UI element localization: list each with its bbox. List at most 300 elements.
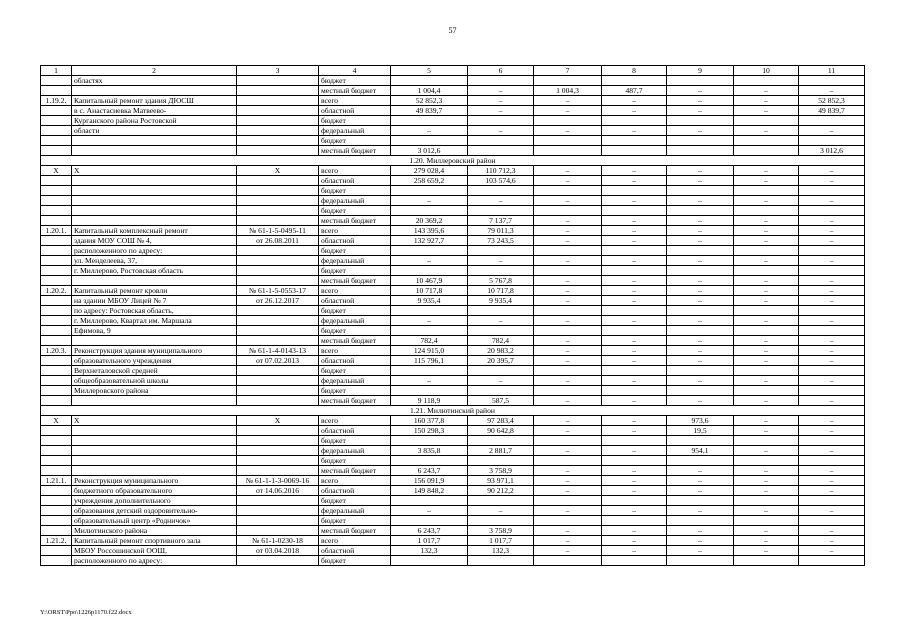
table-cell-col-1 [41, 116, 72, 126]
table-cell-col-10: – [734, 546, 799, 556]
table-cell-col-2: ул. Менделеева, 37, [72, 256, 237, 266]
table-cell-col-1: Х [41, 166, 72, 176]
table-cell-col-8: – [602, 546, 667, 556]
table-cell-col-10: – [734, 196, 799, 206]
table-cell-col-9: – [667, 126, 734, 136]
table-row [41, 496, 865, 506]
table-cell-col-2: МБОУ Россошинской ООШ, [72, 546, 237, 556]
table-cell-col-4: областной [319, 486, 391, 496]
table-cell-col-2: Капитальный ремонт здания ДЮСШ [72, 96, 237, 106]
table-cell-col-8: – [602, 176, 667, 186]
table-cell-col-10: – [734, 426, 799, 436]
table-body [41, 76, 865, 566]
table-cell-col-9 [667, 136, 734, 146]
table-cell-col-4: областной [319, 296, 391, 306]
table-cell-col-11 [799, 496, 865, 506]
table-cell-col-6: 73 243,5 [468, 236, 534, 246]
table-cell-col-6: 7 137,7 [468, 216, 534, 226]
table-cell-col-9 [667, 246, 734, 256]
table-cell-col-3 [237, 426, 319, 436]
table-cell-col-5: 124 915,0 [391, 346, 468, 356]
table-cell-col-2: образовательный центр «Родничок» [72, 516, 237, 526]
table-row [41, 316, 865, 326]
table-cell-col-3 [237, 366, 319, 376]
table-cell-col-2 [72, 446, 237, 456]
table-cell-col-6: 20 983,2 [468, 346, 534, 356]
table-cell-col-9 [667, 76, 734, 86]
table-cell-col-11 [799, 266, 865, 276]
table-row [41, 506, 865, 516]
table-cell-col-1 [41, 396, 72, 406]
table-cell-col-4: федеральный [319, 506, 391, 516]
table-row [41, 286, 865, 296]
table-cell-col-8: – [602, 336, 667, 346]
table-cell-col-10: – [734, 126, 799, 136]
table-cell-col-1 [41, 546, 72, 556]
table-cell-col-4: областной [319, 176, 391, 186]
table-cell-col-7: – [534, 526, 602, 536]
column-header-6: 6 [468, 66, 534, 76]
table-cell-col-11: – [799, 356, 865, 366]
table-cell-col-8: – [602, 506, 667, 516]
table-cell-col-9: – [667, 376, 734, 386]
table-cell-col-2 [72, 136, 237, 146]
table-cell-col-9: – [667, 526, 734, 536]
table-cell-col-7: – [534, 506, 602, 516]
table-cell-col-4: областной [319, 546, 391, 556]
table-cell-col-4: бюджет [319, 366, 391, 376]
table-cell-col-5 [391, 186, 468, 196]
table-cell-col-6 [468, 496, 534, 506]
table-cell-col-8 [602, 326, 667, 336]
table-cell-col-11 [799, 556, 865, 566]
table-cell-col-1 [41, 146, 72, 156]
table-cell-col-1 [41, 136, 72, 146]
table-cell-col-11 [799, 326, 865, 336]
table-cell-col-10: – [734, 476, 799, 486]
table-row [41, 86, 865, 96]
table-cell-col-2 [72, 466, 237, 476]
table-cell-col-9 [667, 306, 734, 316]
table-cell-col-2: г. Миллерово, Квартал им. Маршала [72, 316, 237, 326]
table-cell-col-2 [72, 396, 237, 406]
table-cell-col-7: – [534, 276, 602, 286]
table-cell-col-11: – [799, 486, 865, 496]
table-cell-col-3 [237, 526, 319, 536]
table-cell-col-4: местный бюджет [319, 146, 391, 156]
table-cell-col-4: бюджет [319, 246, 391, 256]
table-cell-col-2: Ефимова, 9 [72, 326, 237, 336]
table-cell-col-4: федеральный [319, 376, 391, 386]
table-cell-col-2: образования детский оздоровительно- [72, 506, 237, 516]
table-cell-col-7 [534, 246, 602, 256]
table-cell-col-9: 19,5 [667, 426, 734, 436]
table-row [41, 276, 865, 286]
table-cell-col-10 [734, 436, 799, 446]
table-row [41, 376, 865, 386]
table-cell-col-4: местный бюджет [319, 396, 391, 406]
table-cell-col-6: – [468, 196, 534, 206]
table-cell-col-6: 97 283,4 [468, 416, 534, 426]
table-cell-col-3 [237, 216, 319, 226]
table-cell-col-7: – [534, 216, 602, 226]
table-cell-col-5: 20 369,2 [391, 216, 468, 226]
table-cell-col-7: – [534, 416, 602, 426]
table-row [41, 446, 865, 456]
table-cell-col-11: – [799, 316, 865, 326]
table-cell-col-10 [734, 386, 799, 396]
table-cell-col-7 [534, 146, 602, 156]
table-cell-col-7: – [534, 426, 602, 436]
table-cell-col-7 [534, 186, 602, 196]
table-row [41, 326, 865, 336]
table-cell-col-11: – [799, 416, 865, 426]
table-cell-col-8 [602, 386, 667, 396]
table-cell-col-9: – [667, 506, 734, 516]
table-cell-col-6: – [468, 316, 534, 326]
table-cell-col-5: 160 377,8 [391, 416, 468, 426]
table-cell-col-11: – [799, 506, 865, 516]
table-cell-col-11: – [799, 176, 865, 186]
table-cell-col-3 [237, 456, 319, 466]
table-cell-col-4: бюджет [319, 556, 391, 566]
table-row [41, 216, 865, 226]
table-cell-col-8 [602, 186, 667, 196]
table-cell-col-7: – [534, 396, 602, 406]
table-cell-col-1 [41, 76, 72, 86]
column-header-10: 10 [734, 66, 799, 76]
table-cell-col-8 [602, 556, 667, 566]
table-cell-col-10 [734, 76, 799, 86]
table-cell-col-3 [237, 246, 319, 256]
table-cell-col-6: 3 758,9 [468, 526, 534, 536]
table-cell-col-3 [237, 86, 319, 96]
table-row [41, 456, 865, 466]
table-cell-col-10: – [734, 216, 799, 226]
table-cell-col-4: федеральный [319, 256, 391, 266]
table-cell-col-8: 487,7 [602, 86, 667, 96]
table-cell-col-11: – [799, 256, 865, 266]
table-cell-col-2: областях [72, 76, 237, 86]
table-row [41, 386, 865, 396]
table-cell-col-9: – [667, 546, 734, 556]
table-cell-col-8 [602, 436, 667, 446]
table-cell-col-6 [468, 266, 534, 276]
table-cell-col-10 [734, 366, 799, 376]
table-cell-col-8 [602, 306, 667, 316]
table-cell-col-9: – [667, 486, 734, 496]
table-cell-col-6: – [468, 126, 534, 136]
column-header-9: 9 [667, 66, 734, 76]
table-cell-col-4: местный бюджет [319, 526, 391, 536]
table-cell-col-8: – [602, 256, 667, 266]
budget-table [40, 65, 865, 566]
table-cell-col-2 [72, 196, 237, 206]
section-title: 1.21. Милютинский район [41, 406, 865, 416]
table-cell-col-11: – [799, 336, 865, 346]
table-cell-col-7: – [534, 376, 602, 386]
table-cell-col-8: – [602, 486, 667, 496]
table-cell-col-9: – [667, 466, 734, 476]
table-cell-col-2: Верхнеталовской средней [72, 366, 237, 376]
table-cell-col-5: 149 848,2 [391, 486, 468, 496]
table-cell-col-11 [799, 186, 865, 196]
table-cell-col-6: 782,4 [468, 336, 534, 346]
table-cell-col-10: – [734, 446, 799, 456]
table-cell-col-8: – [602, 376, 667, 386]
table-cell-col-10 [734, 456, 799, 466]
table-cell-col-11 [799, 306, 865, 316]
table-cell-col-7 [534, 496, 602, 506]
table-cell-col-9 [667, 186, 734, 196]
table-cell-col-8 [602, 366, 667, 376]
table-cell-col-7: – [534, 226, 602, 236]
table-cell-col-6 [468, 386, 534, 396]
table-cell-col-8: – [602, 476, 667, 486]
table-cell-col-11: – [799, 396, 865, 406]
table-cell-col-11 [799, 456, 865, 466]
table-cell-col-7 [534, 306, 602, 316]
table-cell-col-5: 3 835,8 [391, 446, 468, 456]
table-cell-col-11: – [799, 476, 865, 486]
table-cell-col-10: – [734, 376, 799, 386]
table-cell-col-10 [734, 206, 799, 216]
table-cell-col-6: 79 011,3 [468, 226, 534, 236]
table-cell-col-3 [237, 506, 319, 516]
table-cell-col-2 [72, 176, 237, 186]
table-cell-col-4: местный бюджет [319, 466, 391, 476]
table-cell-col-9: – [667, 216, 734, 226]
table-cell-col-3: от 07.02.2013 [237, 356, 319, 366]
table-cell-col-11: – [799, 536, 865, 546]
table-cell-col-4: бюджет [319, 206, 391, 216]
table-cell-col-9: – [667, 316, 734, 326]
table-cell-col-9: – [667, 476, 734, 486]
table-cell-col-11: 49 839,7 [799, 106, 865, 116]
table-cell-col-3 [237, 106, 319, 116]
table-cell-col-3: № 61-1-1-3-0069-16 [237, 476, 319, 486]
table-cell-col-1 [41, 426, 72, 436]
table-cell-col-11 [799, 76, 865, 86]
table-cell-col-4: бюджет [319, 326, 391, 336]
table-cell-col-8: – [602, 356, 667, 366]
table-cell-col-2: г. Миллерово, Ростовская область [72, 266, 237, 276]
table-cell-col-5: 1 004,4 [391, 86, 468, 96]
table-cell-col-2: по адресу: Ростовская область, [72, 306, 237, 316]
table-cell-col-9: – [667, 336, 734, 346]
table-cell-col-3 [237, 196, 319, 206]
table-cell-col-7: – [534, 466, 602, 476]
table-row [41, 206, 865, 216]
table-cell-col-8: – [602, 446, 667, 456]
table-cell-col-6 [468, 136, 534, 146]
table-cell-col-4: областной [319, 356, 391, 366]
table-cell-col-1: 1.20.2. [41, 286, 72, 296]
table-cell-col-9: – [667, 356, 734, 366]
table-row [41, 196, 865, 206]
table-cell-col-9: – [667, 166, 734, 176]
table-cell-col-10: – [734, 416, 799, 426]
table-cell-col-5 [391, 456, 468, 466]
table-row [41, 336, 865, 346]
table-cell-col-7: 1 004,3 [534, 86, 602, 96]
table-cell-col-6 [468, 206, 534, 216]
table-cell-col-8 [602, 266, 667, 276]
table-cell-col-7 [534, 386, 602, 396]
table-cell-col-1 [41, 206, 72, 216]
table-cell-col-9 [667, 556, 734, 566]
table-cell-col-5: 279 028,4 [391, 166, 468, 176]
table-cell-col-6: – [468, 376, 534, 386]
table-row [41, 106, 865, 116]
table-cell-col-10: – [734, 86, 799, 96]
table-cell-col-4: всего [319, 416, 391, 426]
table-cell-col-3 [237, 396, 319, 406]
table-cell-col-7 [534, 206, 602, 216]
table-cell-col-5 [391, 246, 468, 256]
table-cell-col-1: 1.21.1. [41, 476, 72, 486]
table-cell-col-7: – [534, 316, 602, 326]
table-cell-col-3 [237, 376, 319, 386]
table-cell-col-6 [468, 76, 534, 86]
table-row [41, 416, 865, 426]
table-row [41, 556, 865, 566]
column-header-1: 1 [41, 66, 72, 76]
table-cell-col-6: 2 881,7 [468, 446, 534, 456]
table-cell-col-4: областной [319, 236, 391, 246]
section-header-row [41, 156, 865, 166]
table-cell-col-2 [72, 276, 237, 286]
table-cell-col-1: Х [41, 416, 72, 426]
table-cell-col-7 [534, 116, 602, 126]
table-cell-col-3 [237, 306, 319, 316]
table-cell-col-6 [468, 456, 534, 466]
table-cell-col-10: – [734, 526, 799, 536]
table-cell-col-8: – [602, 276, 667, 286]
table-cell-col-9: – [667, 196, 734, 206]
table-cell-col-8 [602, 136, 667, 146]
table-cell-col-3 [237, 466, 319, 476]
table-cell-col-7: – [534, 256, 602, 266]
table-cell-col-11 [799, 436, 865, 446]
table-row [41, 366, 865, 376]
table-cell-col-11: – [799, 276, 865, 286]
table-cell-col-7: – [534, 346, 602, 356]
table-cell-col-1 [41, 176, 72, 186]
table-cell-col-10: – [734, 356, 799, 366]
table-cell-col-7 [534, 76, 602, 86]
table-cell-col-11: – [799, 286, 865, 296]
table-cell-col-4: местный бюджет [319, 336, 391, 346]
table-cell-col-5 [391, 306, 468, 316]
table-cell-col-5: 150 298,3 [391, 426, 468, 436]
table-cell-col-2: расположенного по адресу: [72, 246, 237, 256]
table-cell-col-1 [41, 436, 72, 446]
table-cell-col-1 [41, 496, 72, 506]
table-cell-col-7: – [534, 336, 602, 346]
table-cell-col-4: местный бюджет [319, 86, 391, 96]
table-cell-col-5 [391, 266, 468, 276]
table-cell-col-10: – [734, 466, 799, 476]
table-cell-col-5: – [391, 256, 468, 266]
table-row [41, 486, 865, 496]
table-cell-col-2: общеобразовательной школы [72, 376, 237, 386]
table-cell-col-5 [391, 206, 468, 216]
table-cell-col-6: – [468, 256, 534, 266]
table-cell-col-6: 90 642,8 [468, 426, 534, 436]
table-cell-col-9 [667, 266, 734, 276]
table-cell-col-6 [468, 306, 534, 316]
table-cell-col-10: – [734, 536, 799, 546]
table-cell-col-2: Милютинского района [72, 526, 237, 536]
table-cell-col-3: № 61-1-5-0495-11 [237, 226, 319, 236]
table-cell-col-8: – [602, 296, 667, 306]
table-cell-col-5: 6 243,7 [391, 466, 468, 476]
table-cell-col-8: – [602, 536, 667, 546]
table-cell-col-6: 9 935,4 [468, 296, 534, 306]
column-header-4: 4 [319, 66, 391, 76]
table-cell-col-8: – [602, 396, 667, 406]
table-cell-col-9 [667, 436, 734, 446]
table-cell-col-11: 3 012,6 [799, 146, 865, 156]
table-cell-col-3 [237, 446, 319, 456]
table-cell-col-2: расположенного по адресу: [72, 556, 237, 566]
column-header-5: 5 [391, 66, 468, 76]
table-cell-col-1 [41, 466, 72, 476]
table-row [41, 176, 865, 186]
table-cell-col-1 [41, 366, 72, 376]
table-cell-col-11: – [799, 196, 865, 206]
table-cell-col-3 [237, 186, 319, 196]
table-cell-col-6 [468, 516, 534, 526]
table-cell-col-1 [41, 456, 72, 466]
table-cell-col-11: – [799, 216, 865, 226]
table-cell-col-10 [734, 516, 799, 526]
table-cell-col-6: 103 574,6 [468, 176, 534, 186]
table-cell-col-1 [41, 276, 72, 286]
table-cell-col-8: – [602, 226, 667, 236]
table-cell-col-8 [602, 116, 667, 126]
table-cell-col-4: бюджет [319, 496, 391, 506]
table-cell-col-5: – [391, 196, 468, 206]
table-cell-col-9 [667, 206, 734, 216]
table-cell-col-9: 973,6 [667, 416, 734, 426]
table-cell-col-9: 954,1 [667, 446, 734, 456]
table-cell-col-7: – [534, 296, 602, 306]
table-cell-col-4: всего [319, 476, 391, 486]
table-cell-col-6: 20 395,7 [468, 356, 534, 366]
table-cell-col-9: – [667, 86, 734, 96]
table-row [41, 226, 865, 236]
table-cell-col-9: – [667, 276, 734, 286]
table-cell-col-8 [602, 206, 667, 216]
table-cell-col-8: – [602, 166, 667, 176]
table-cell-col-2: Х [72, 416, 237, 426]
table-cell-col-2: области [72, 126, 237, 136]
table-cell-col-5: 156 091,9 [391, 476, 468, 486]
table-cell-col-7 [534, 556, 602, 566]
table-cell-col-6: 10 717,8 [468, 286, 534, 296]
table-cell-col-8 [602, 456, 667, 466]
table-cell-col-2: образовательного учреждения [72, 356, 237, 366]
table-cell-col-4: федеральный [319, 196, 391, 206]
table-cell-col-2 [72, 426, 237, 436]
table-cell-col-3: от 03.04.2018 [237, 546, 319, 556]
table-cell-col-11 [799, 116, 865, 126]
table-cell-col-11: – [799, 296, 865, 306]
table-cell-col-2 [72, 456, 237, 466]
table-cell-col-2: Капитальный ремонт спортивного зала [72, 536, 237, 546]
